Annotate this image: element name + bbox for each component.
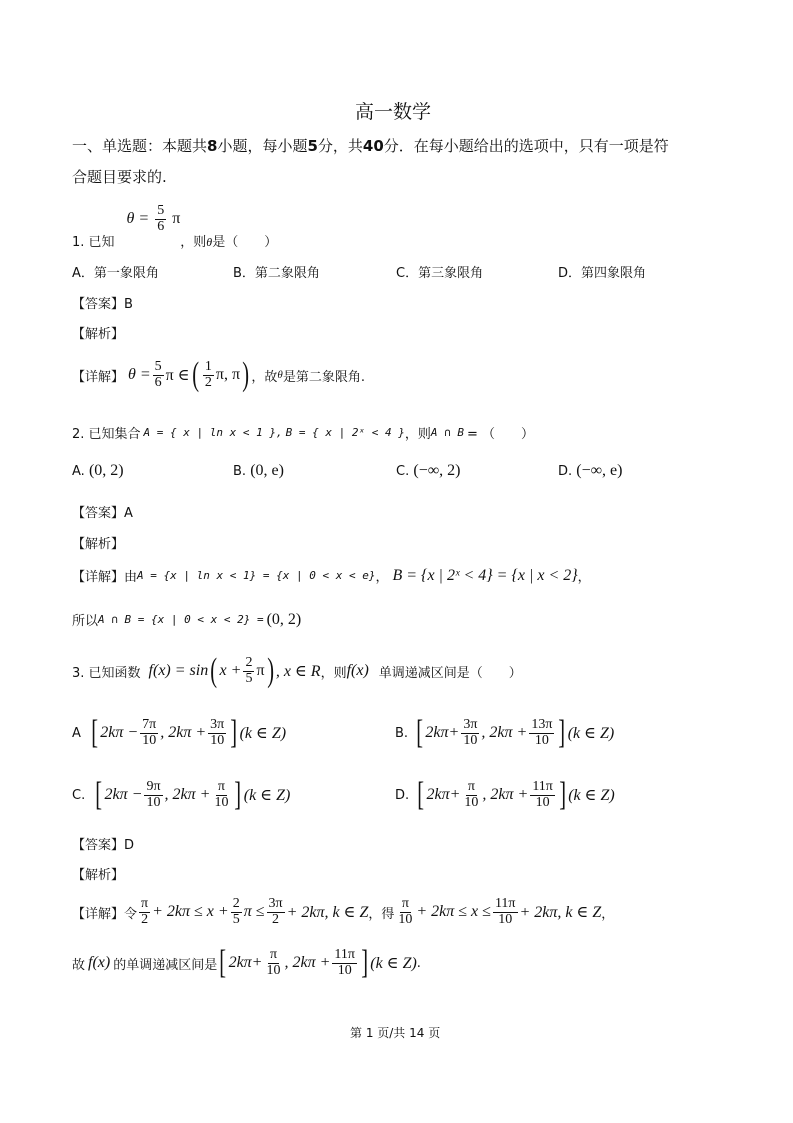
q2-analysis-label: 【解析】 <box>72 537 125 552</box>
question-3: 3. 已知函数 f(x) = sin ( x + $\frac{2}{5}$ π ) , x ∈ R ，则 f(x) 单调递减区间是（ ） <box>72 652 522 689</box>
q1-option-a: A．第一象限角 <box>72 266 159 281</box>
q3-analysis-label: 【解析】 <box>72 868 125 883</box>
page-title: 高一数学 <box>355 101 432 123</box>
q1-answer: 【答案】B <box>72 297 133 312</box>
q2-detail: 【详解】 由 A = {x | ln x < 1} = {x | 0 < x < e} ， B = {x | 2ˣ < 4} = {x | x < 2} ， <box>72 566 591 585</box>
q3-option-d: D. [ 2kπ+ $\frac{\pi}{10}$ , 2kπ + $\frac{11\pi}{10}$ ] (k ∈ Z) <box>395 776 615 813</box>
q2-option-b: B. (0, e) <box>233 462 284 479</box>
q3-detail: 【详解】 令 $\frac{\pi}{2}$ + 2kπ ≤ x + $\frac{2}{5}$ π ≤ $\frac{3\pi}{2}$ + 2kπ, k ∈ Z ，得 $\frac{\pi}{10}$ + 2kπ ≤ x ≤ $\frac{11\pi}{10}$ + 2kπ, k ∈ Z ， <box>72 895 615 927</box>
q3-option-a: A [ 2kπ − $\frac{7\pi}{10}$ , 2kπ + $\frac{3\pi}{10}$ ] (k ∈ Z) <box>72 714 287 751</box>
q3-conclusion: 故 f(x) 的单调递减区间是 [ 2kπ+ $\frac{\pi}{10}$ , 2kπ + $\frac{11\pi}{10}$ ] (k ∈ Z) . <box>72 944 421 981</box>
q3-option-c: C. [ 2kπ − $\frac{9\pi}{10}$ , 2kπ + $\frac{\pi}{10}$ ] (k ∈ Z) <box>72 776 291 813</box>
q2-detail-line2: 所以 A ∩ B = {x | 0 < x < 2} = (0, 2) <box>72 610 302 629</box>
section-instruction-line2: 合题目要求的. <box>72 168 167 186</box>
q2-option-d: D. (−∞, e) <box>558 462 623 479</box>
q3-answer: 【答案】D <box>72 838 135 853</box>
question-2: 2. 已知集合 A = { x | ln x < 1 } , B = { x | 2ˣ < 4 } ，则 A ∩ B = （ ） <box>72 426 535 442</box>
page-footer: 第 1 页/共 14 页 <box>350 1026 441 1040</box>
q2-option-a: A. (0, 2) <box>72 462 124 479</box>
q1-option-b: B．第二象限角 <box>233 266 320 281</box>
q2-option-c: C. (−∞, 2) <box>396 462 461 479</box>
q3-option-b: B. [ 2kπ+ $\frac{3\pi}{10}$ , 2kπ + $\frac{13\pi}{10}$ ] (k ∈ Z) <box>395 714 615 751</box>
q1-option-d: D．第四象限角 <box>558 266 647 281</box>
q1-analysis-label: 【解析】 <box>72 327 125 342</box>
section-instruction: 一、单选题：本题共8小题，每小题5分，共40分．在每小题给出的选项中，只有一项是符 <box>72 137 669 155</box>
question-1: 1. 已知 θ = $\frac{5}{6}$ π ，则 θ 是（ ） <box>72 202 278 250</box>
q1-option-c: C．第三象限角 <box>396 266 484 281</box>
q1-detail: 【详解】 θ = $\frac{5}{6}$ π ∈ ( $\frac{1}{2}$ π, π ) ，故 θ 是第二象限角. <box>72 356 365 393</box>
q2-answer: 【答案】A <box>72 506 133 521</box>
